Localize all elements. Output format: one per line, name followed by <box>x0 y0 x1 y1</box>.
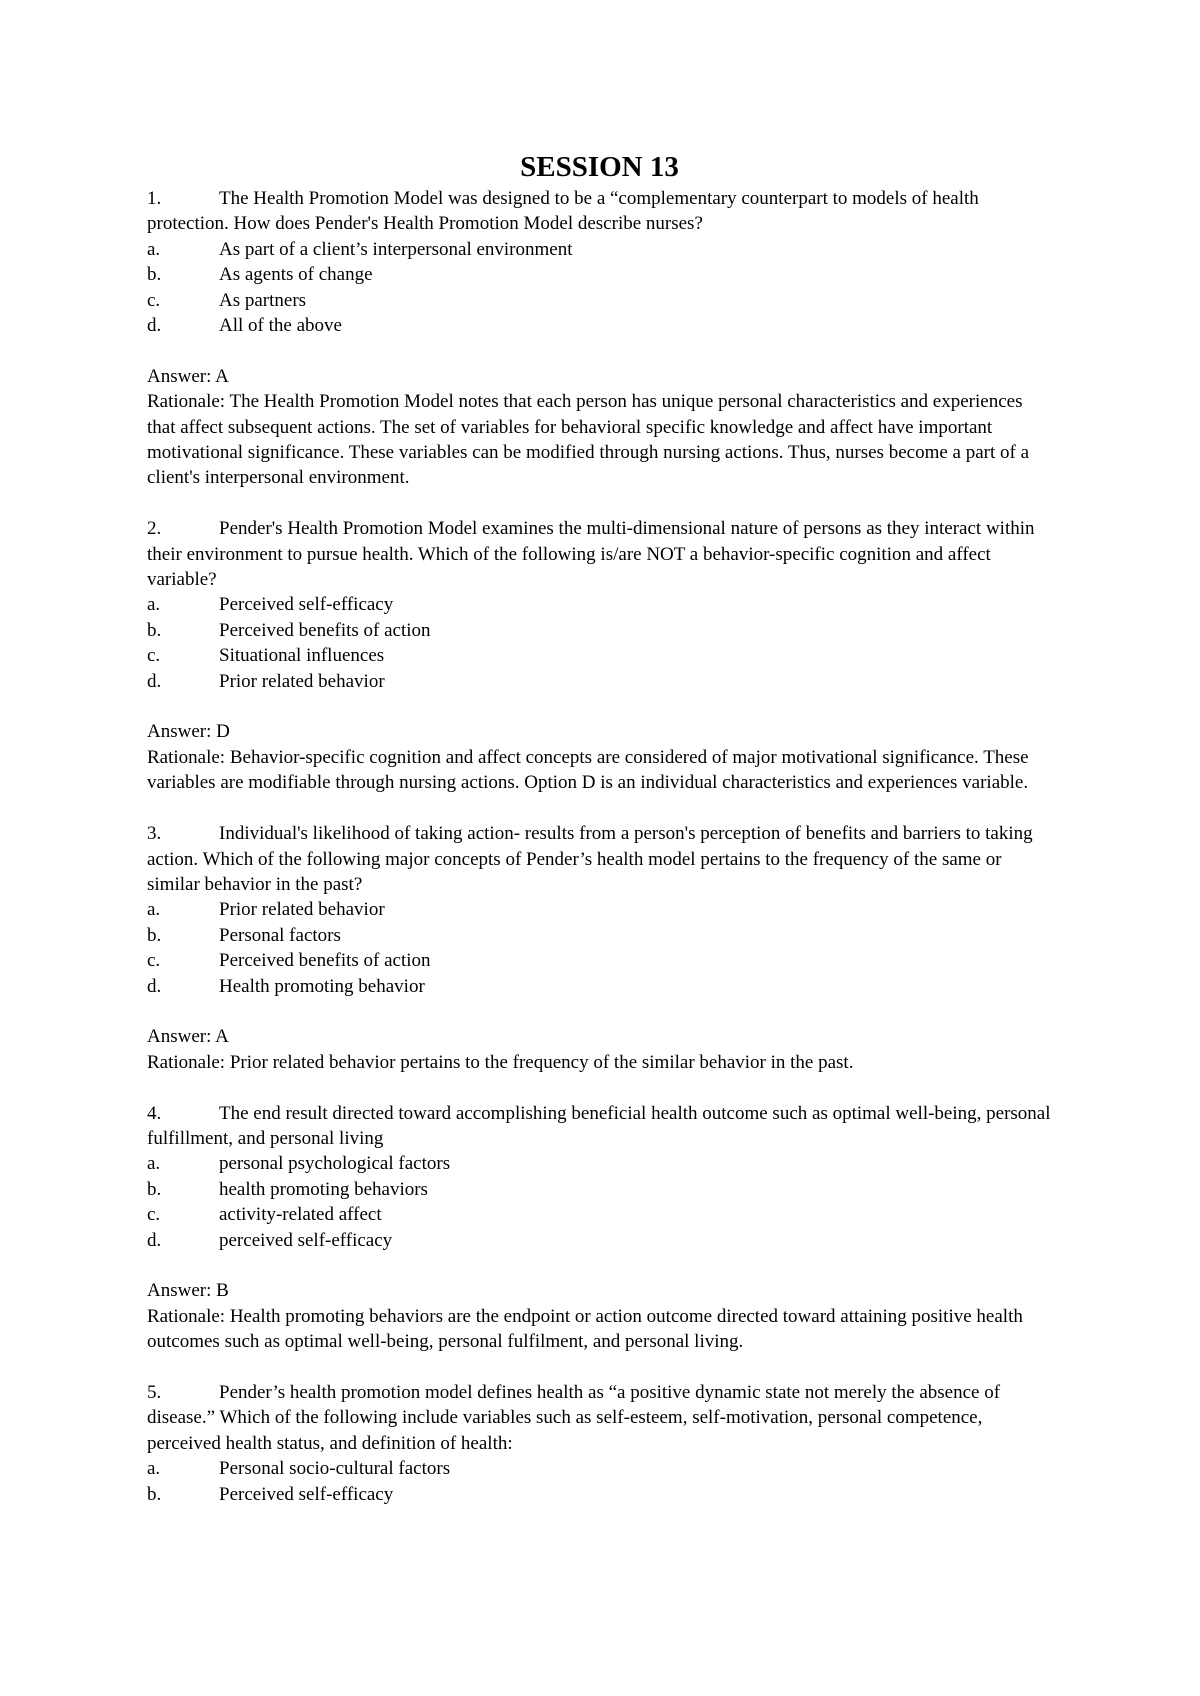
option-text: As partners <box>219 289 307 311</box>
option-c <box>147 643 1052 668</box>
spacer <box>147 491 1052 516</box>
option-text: As part of a client’s interpersonal environment <box>219 238 573 260</box>
answer: Answer: A <box>147 365 229 387</box>
option-text: Perceived self-efficacy <box>219 594 394 616</box>
spacer <box>147 1355 1052 1380</box>
question-text <box>147 821 1052 897</box>
question-body: Pender's Health Promotion Model examines the multi-dimensional nature of persons as they interact within their environment to pursue health. Which of the following is/are NOT a behavior-specific cognition and affect variable? <box>147 518 1035 591</box>
question-text <box>147 1101 1052 1152</box>
option-b <box>147 1482 1052 1507</box>
option-b <box>147 1177 1052 1202</box>
option-c <box>147 948 1052 973</box>
option-letter: a. <box>147 1458 161 1480</box>
question-body: Pender’s health promotion model defines health as “a positive dynamic state not merely the absence of disease.” Which of the following include variables such as self-esteem, self-motivation, personal competence, perceived health status, and definition of health: <box>147 1381 1001 1454</box>
spacer <box>147 796 1052 821</box>
option-text: perceived self-efficacy <box>219 1229 393 1251</box>
answer: Answer: A <box>147 1026 229 1048</box>
option-b <box>147 262 1052 287</box>
question-number: 3. <box>147 823 162 845</box>
spacer <box>147 1075 1052 1100</box>
option-text: All of the above <box>219 315 342 337</box>
option-letter: c. <box>147 950 161 972</box>
option-a <box>147 592 1052 617</box>
question-2 <box>147 516 1052 821</box>
spacer <box>147 338 1052 363</box>
option-letter: d. <box>147 975 162 997</box>
option-text: As agents of change <box>219 264 373 286</box>
question-3 <box>147 821 1052 1100</box>
answer: Answer: B <box>147 1280 229 1302</box>
page-title: SESSION 13 <box>520 151 679 183</box>
rationale: Rationale: Health promoting behaviors are the endpoint or action outcome directed toward attaining positive health outcomes such as optimal well-being, personal fulfilment, and personal living. <box>147 1305 1023 1353</box>
question-number: 5. <box>147 1381 162 1403</box>
option-letter: c. <box>147 289 161 311</box>
question-text <box>147 186 1052 237</box>
option-letter: a. <box>147 594 161 616</box>
question-5 <box>147 1380 1052 1507</box>
option-letter: c. <box>147 1204 161 1226</box>
option-letter: d. <box>147 670 162 692</box>
option-letter: b. <box>147 924 162 946</box>
option-text: Perceived benefits of action <box>219 619 431 641</box>
option-text: Perceived benefits of action <box>219 950 431 972</box>
question-body: Individual's likelihood of taking action- results from a person's perception of benefits and barriers to taking action. Which of the following major concepts of Pender’s health model pertains to the frequency of the same or similar behavior in the past? <box>147 823 1033 895</box>
option-letter: d. <box>147 315 162 337</box>
question-number: 4. <box>147 1102 162 1124</box>
option-letter: b. <box>147 619 162 641</box>
question-1 <box>147 186 1052 516</box>
spacer <box>147 694 1052 719</box>
question-body: The end result directed toward accomplishing beneficial health outcome such as optimal well-being, personal fulfillment, and personal living <box>147 1102 1051 1149</box>
option-text: health promoting behaviors <box>219 1178 428 1200</box>
question-text <box>147 516 1052 592</box>
option-c <box>147 288 1052 313</box>
option-c <box>147 1202 1052 1227</box>
rationale: Rationale: Prior related behavior pertains to the frequency of the similar behavior in the past. <box>147 1051 854 1073</box>
option-a <box>147 897 1052 922</box>
question-number: 2. <box>147 518 162 540</box>
answer: Answer: D <box>147 721 230 743</box>
option-d <box>147 669 1052 694</box>
rationale: Rationale: The Health Promotion Model notes that each person has unique personal characteristics and experiences that affect subsequent actions. The set of variables for behavioral specific knowledge and affect have important motivational significance. These variables can be modified through nursing actions. Thus, nurses become a part of a client's interpersonal environment. <box>147 391 1030 489</box>
option-a <box>147 1151 1052 1176</box>
option-text: Personal factors <box>219 924 341 946</box>
option-letter: b. <box>147 1483 162 1505</box>
option-text: Health promoting behavior <box>219 975 425 997</box>
option-text: Perceived self-efficacy <box>219 1483 394 1505</box>
option-letter: a. <box>147 1153 161 1175</box>
option-text: personal psychological factors <box>219 1153 451 1175</box>
option-letter: b. <box>147 264 162 286</box>
option-d <box>147 974 1052 999</box>
question-number: 1. <box>147 188 162 209</box>
option-d <box>147 1228 1052 1253</box>
option-d <box>147 313 1052 338</box>
option-letter: a. <box>147 899 161 921</box>
option-letter: a. <box>147 238 161 260</box>
option-letter: b. <box>147 1178 162 1200</box>
option-text: Prior related behavior <box>219 899 385 921</box>
rationale: Rationale: Behavior-specific cognition and affect concepts are considered of major motivational significance. These variables are modifiable through nursing actions. Option D is an individual characteristics and experiences variable. <box>147 746 1029 794</box>
option-text: activity-related affect <box>219 1204 382 1226</box>
page-content <box>147 148 1052 1507</box>
option-letter: c. <box>147 645 161 667</box>
spacer <box>147 1253 1052 1278</box>
question-4 <box>147 1101 1052 1380</box>
option-text: Personal socio-cultural factors <box>219 1458 451 1480</box>
option-a <box>147 1456 1052 1481</box>
option-text: Situational influences <box>219 645 385 667</box>
spacer <box>147 999 1052 1024</box>
question-text <box>147 1380 1052 1456</box>
option-b <box>147 618 1052 643</box>
question-body: The Health Promotion Model was designed to be a “complementary counterpart to models of health protection. How does Pender's Health Promotion Model describe nurses? <box>147 188 979 235</box>
option-letter: d. <box>147 1229 162 1251</box>
option-a <box>147 237 1052 262</box>
option-text: Prior related behavior <box>219 670 385 692</box>
option-b <box>147 923 1052 948</box>
